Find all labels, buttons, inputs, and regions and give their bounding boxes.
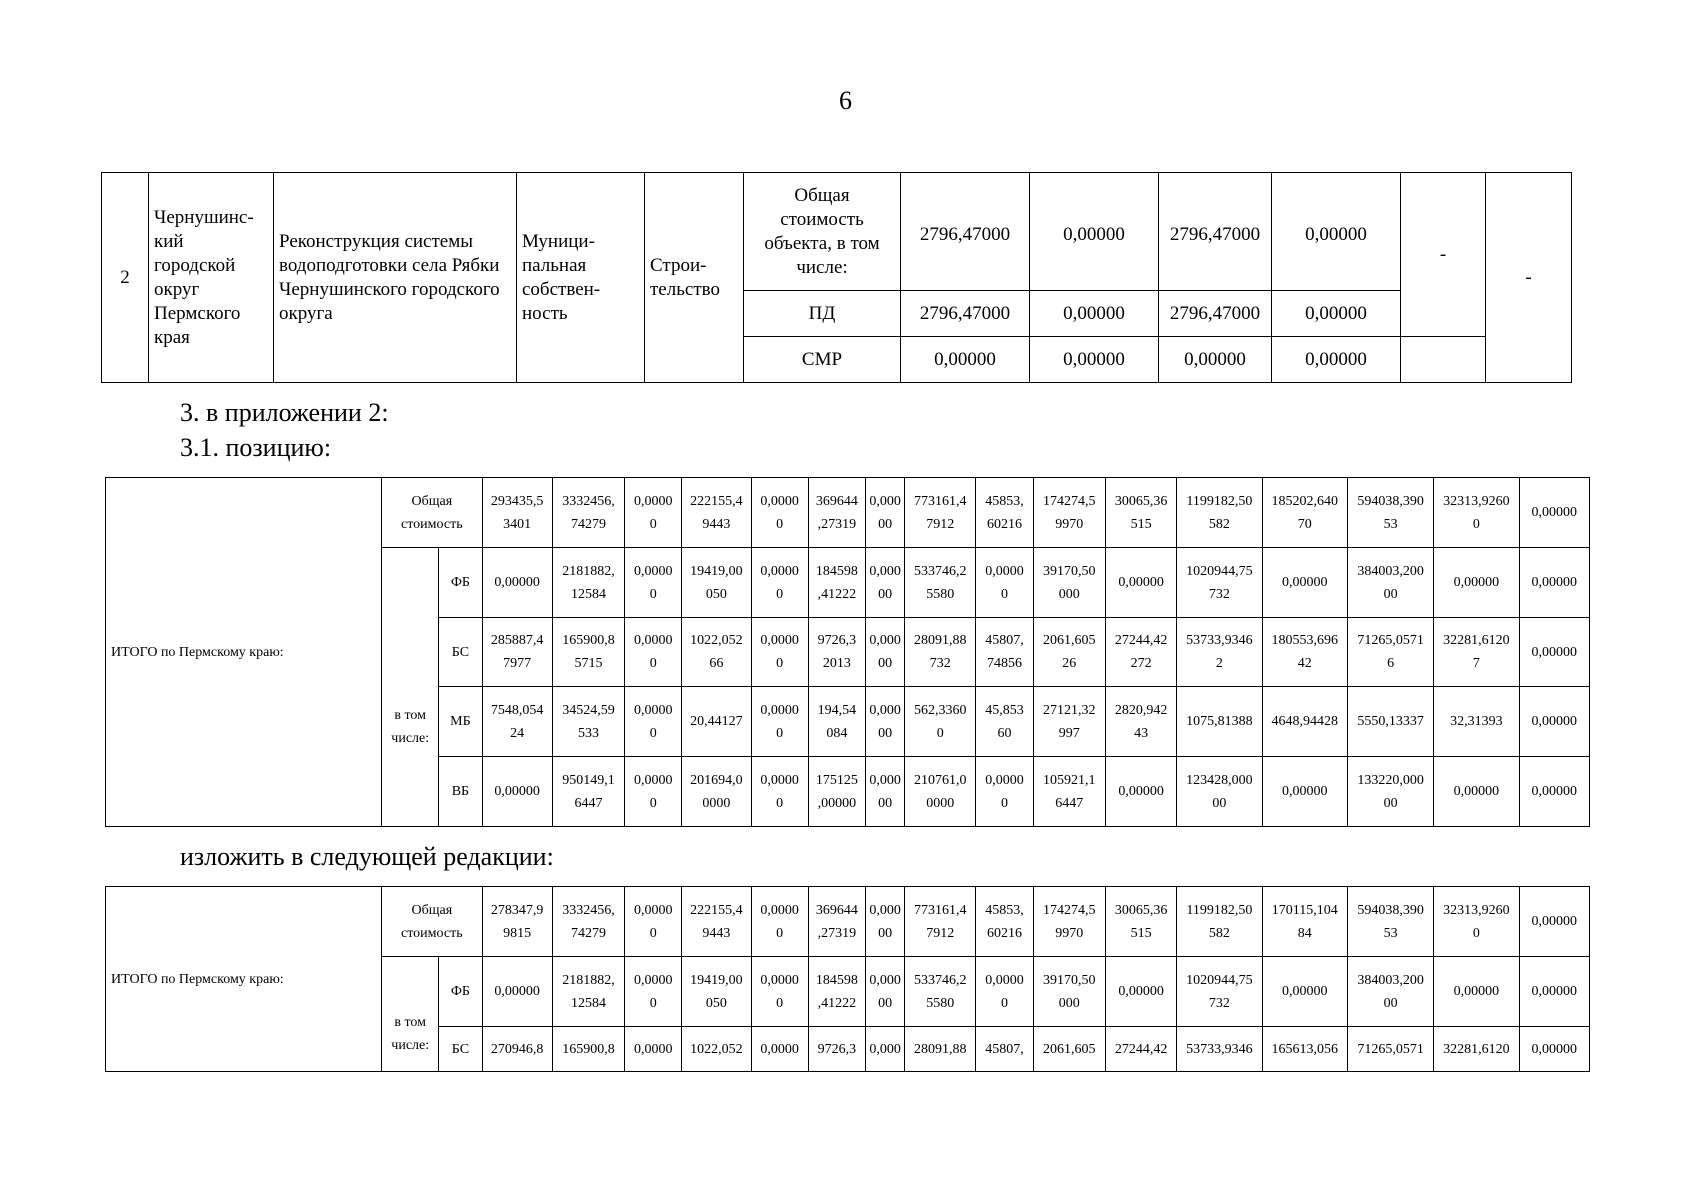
value-cell: 270946,8 [482, 1027, 552, 1072]
incl-label: в том числе: [382, 957, 439, 1072]
value-cell: 27244,42 272 [1105, 618, 1176, 687]
value-cell: 1022,052 66 [682, 618, 751, 687]
value-cell: 384003,200 00 [1347, 957, 1433, 1027]
value-cell: 0,00000 [1519, 618, 1589, 687]
value-cell: 45853, 60216 [976, 887, 1033, 957]
dash-cell: - [1401, 173, 1486, 337]
value-cell: 1022,052 [682, 1027, 751, 1072]
budget-code: ВБ [439, 757, 482, 827]
value-cell: 0,00000 [1519, 757, 1589, 827]
value-cell: 0,0000 0 [751, 887, 808, 957]
value-cell: 222155,4 9443 [682, 887, 751, 957]
position-heading: 3.1. позицию: [180, 433, 332, 462]
value-cell: 7548,054 24 [482, 687, 552, 757]
value-cell: 950149,1 6447 [552, 757, 624, 827]
value-cell: 0,0000 0 [625, 957, 682, 1027]
cost-value: 0,00000 [901, 337, 1030, 383]
value-cell: 773161,4 7912 [905, 478, 976, 548]
value-cell: 0,000 00 [866, 618, 905, 687]
value-cell: 53733,9346 [1177, 1027, 1262, 1072]
value-cell: 0,00000 [1519, 957, 1589, 1027]
value-cell: 0,00000 [482, 757, 552, 827]
municipality-text: Чернушинс- кий городской округ Пермского края [154, 206, 254, 348]
value-cell: 165613,056 [1262, 1027, 1347, 1072]
value-cell: 384003,200 00 [1347, 548, 1433, 618]
value-cell: 0,0000 0 [625, 687, 682, 757]
value-cell: 0,00000 [1262, 957, 1347, 1027]
cost-value: 0,00000 [1030, 337, 1159, 383]
cost-value: 2796,47000 [901, 173, 1030, 291]
value-cell: 0,0000 [751, 1027, 808, 1072]
value-cell: 0,00000 [1105, 957, 1176, 1027]
dash-cell: - [1486, 173, 1572, 383]
page-number: 6 [839, 86, 852, 115]
cost-value: 2796,47000 [901, 291, 1030, 337]
value-cell: 0,0000 0 [751, 687, 808, 757]
value-cell: 210761,0 0000 [905, 757, 976, 827]
incl-label: в том числе: [382, 548, 439, 827]
cost-label-pd: ПД [744, 291, 901, 337]
value-cell: 0,00000 [1434, 757, 1519, 827]
cost-value: 0,00000 [1272, 173, 1401, 291]
value-cell: 0,0000 0 [976, 957, 1033, 1027]
value-cell: 201694,0 0000 [682, 757, 751, 827]
value-cell: 533746,2 5580 [905, 957, 976, 1027]
value-cell: 0,00000 [1262, 548, 1347, 618]
appendix-heading: 3. в приложении 2: [180, 398, 389, 427]
value-cell: 0,00000 [1519, 887, 1589, 957]
value-cell: 0,0000 [625, 1027, 682, 1072]
cost-value: 2796,47000 [1159, 291, 1272, 337]
value-cell: 0,0000 0 [751, 548, 808, 618]
itogo-label: ИТОГО по Пермскому краю: [106, 887, 382, 1072]
value-cell: 2061,605 [1033, 1027, 1105, 1072]
value-cell: 293435,5 3401 [482, 478, 552, 548]
value-cell: 180553,696 42 [1262, 618, 1347, 687]
value-cell: 184598 ,41222 [808, 957, 865, 1027]
value-cell: 2820,942 43 [1105, 687, 1176, 757]
value-cell: 45807, 74856 [976, 618, 1033, 687]
value-cell: 1020944,75 732 [1177, 548, 1262, 618]
value-cell: 0,0000 0 [976, 757, 1033, 827]
total-cost-label: Общая стоимость [382, 887, 482, 957]
value-cell: 3332456, 74279 [552, 478, 624, 548]
cost-label-total: Общая стоимость объекта, в том числе: [744, 173, 901, 291]
value-cell: 71265,0571 6 [1347, 618, 1433, 687]
value-cell: 1075,81388 [1177, 687, 1262, 757]
value-cell: 594038,390 53 [1347, 887, 1433, 957]
budget-code: ФБ [439, 548, 482, 618]
value-cell: 0,0000 0 [751, 478, 808, 548]
value-cell: 30065,36 515 [1105, 887, 1176, 957]
value-cell: 45,853 60 [976, 687, 1033, 757]
value-cell: 4648,94428 [1262, 687, 1347, 757]
value-cell: 32313,9260 0 [1434, 887, 1519, 957]
value-cell: 562,3360 0 [905, 687, 976, 757]
value-cell: 0,00000 [482, 957, 552, 1027]
value-cell: 105921,1 6447 [1033, 757, 1105, 827]
value-cell: 0,0000 0 [625, 478, 682, 548]
itogo-old-table [105, 477, 1590, 827]
value-cell: 0,000 [866, 1027, 905, 1072]
value-cell: 19419,00 050 [682, 957, 751, 1027]
value-cell: 0,00000 [1434, 548, 1519, 618]
value-cell: 278347,9 9815 [482, 887, 552, 957]
value-cell: 0,000 00 [866, 687, 905, 757]
value-cell: 32,31393 [1434, 687, 1519, 757]
value-cell: 184598 ,41222 [808, 548, 865, 618]
value-cell: 0,00000 [1519, 478, 1589, 548]
itogo-row [106, 478, 1590, 548]
value-cell: 20,44127 [682, 687, 751, 757]
work-type-cell: Строи- тельство [645, 173, 744, 383]
value-cell: 165900,8 [552, 1027, 624, 1072]
value-cell: 0,0000 0 [625, 887, 682, 957]
value-cell: 222155,4 9443 [682, 478, 751, 548]
cost-value: 0,00000 [1272, 291, 1401, 337]
value-cell: 2181882, 12584 [552, 548, 624, 618]
value-cell: 133220,000 00 [1347, 757, 1433, 827]
cost-value: 0,00000 [1030, 291, 1159, 337]
value-cell: 53733,9346 2 [1177, 618, 1262, 687]
value-cell: 39170,50 000 [1033, 548, 1105, 618]
itogo-row [106, 887, 1590, 957]
value-cell: 2181882, 12584 [552, 957, 624, 1027]
value-cell: 165900,8 5715 [552, 618, 624, 687]
value-cell: 19419,00 050 [682, 548, 751, 618]
empty-cell [1401, 337, 1486, 383]
value-cell: 2061,605 26 [1033, 618, 1105, 687]
budget-code: ФБ [439, 957, 482, 1027]
municipality-cell [149, 173, 274, 383]
value-cell: 0,000 00 [866, 478, 905, 548]
edit-heading: изложить в следующей редакции: [180, 842, 554, 871]
value-cell: 0,0000 0 [751, 757, 808, 827]
value-cell: 0,0000 0 [625, 757, 682, 827]
value-cell: 170115,104 84 [1262, 887, 1347, 957]
value-cell: 0,000 00 [866, 757, 905, 827]
value-cell: 34524,59 533 [552, 687, 624, 757]
value-cell: 71265,0571 [1347, 1027, 1433, 1072]
value-cell: 3332456, 74279 [552, 887, 624, 957]
value-cell: 123428,000 00 [1177, 757, 1262, 827]
value-cell: 594038,390 53 [1347, 478, 1433, 548]
value-cell: 285887,4 7977 [482, 618, 552, 687]
value-cell: 0,000 00 [866, 887, 905, 957]
budget-code: МБ [439, 687, 482, 757]
cost-value: 0,00000 [1030, 173, 1159, 291]
value-cell: 1199182,50 582 [1177, 887, 1262, 957]
value-cell: 0,0000 0 [751, 618, 808, 687]
value-cell: 533746,2 5580 [905, 548, 976, 618]
value-cell: 0,00000 [1105, 757, 1176, 827]
value-cell: 185202,640 70 [1262, 478, 1347, 548]
object-row-number: 2 [102, 173, 149, 383]
value-cell: 32281,6120 [1434, 1027, 1519, 1072]
object-name-cell: Реконструкция системы водоподготовки села Рябки Чернушинского городского округа [274, 173, 517, 383]
value-cell: 174274,5 9970 [1033, 887, 1105, 957]
value-cell: 27121,32 997 [1033, 687, 1105, 757]
budget-code: БС [439, 1027, 482, 1072]
value-cell: 45853, 60216 [976, 478, 1033, 548]
value-cell: 0,000 00 [866, 957, 905, 1027]
value-cell: 0,00000 [1519, 687, 1589, 757]
itogo-label: ИТОГО по Пермскому краю: [106, 478, 382, 827]
value-cell: 0,00000 [482, 548, 552, 618]
ownership-cell: Муници- пальная собствен- ность [517, 173, 645, 383]
value-cell: 32281,6120 7 [1434, 618, 1519, 687]
value-cell: 0,0000 0 [625, 548, 682, 618]
value-cell: 369644 ,27319 [808, 478, 865, 548]
value-cell: 1020944,75 732 [1177, 957, 1262, 1027]
value-cell: 0,0000 0 [625, 618, 682, 687]
value-cell: 0,00000 [1519, 548, 1589, 618]
value-cell: 45807, [976, 1027, 1033, 1072]
value-cell: 32313,9260 0 [1434, 478, 1519, 548]
value-cell: 174274,5 9970 [1033, 478, 1105, 548]
value-cell: 39170,50 000 [1033, 957, 1105, 1027]
value-cell: 369644 ,27319 [808, 887, 865, 957]
value-cell: 0,000 00 [866, 548, 905, 618]
value-cell: 0,00000 [1105, 548, 1176, 618]
value-cell: 5550,13337 [1347, 687, 1433, 757]
cost-value: 0,00000 [1272, 337, 1401, 383]
value-cell: 0,00000 [1262, 757, 1347, 827]
value-cell: 9726,3 [808, 1027, 865, 1072]
value-cell: 27244,42 [1105, 1027, 1176, 1072]
value-cell: 0,00000 [1519, 1027, 1589, 1072]
budget-code: БС [439, 618, 482, 687]
cost-label-smr: СМР [744, 337, 901, 383]
object-table [101, 172, 1572, 383]
cost-value: 2796,47000 [1159, 173, 1272, 291]
total-cost-label: Общая стоимость [382, 478, 482, 548]
value-cell: 0,00000 [1434, 957, 1519, 1027]
value-cell: 28091,88 732 [905, 618, 976, 687]
value-cell: 1199182,50 582 [1177, 478, 1262, 548]
value-cell: 9726,3 2013 [808, 618, 865, 687]
value-cell: 30065,36 515 [1105, 478, 1176, 548]
value-cell: 28091,88 [905, 1027, 976, 1072]
value-cell: 773161,4 7912 [905, 887, 976, 957]
cost-value: 0,00000 [1159, 337, 1272, 383]
value-cell: 0,0000 0 [976, 548, 1033, 618]
value-cell: 0,0000 0 [751, 957, 808, 1027]
itogo-new-table [105, 886, 1590, 1072]
value-cell: 194,54 084 [808, 687, 865, 757]
value-cell: 175125 ,00000 [808, 757, 865, 827]
